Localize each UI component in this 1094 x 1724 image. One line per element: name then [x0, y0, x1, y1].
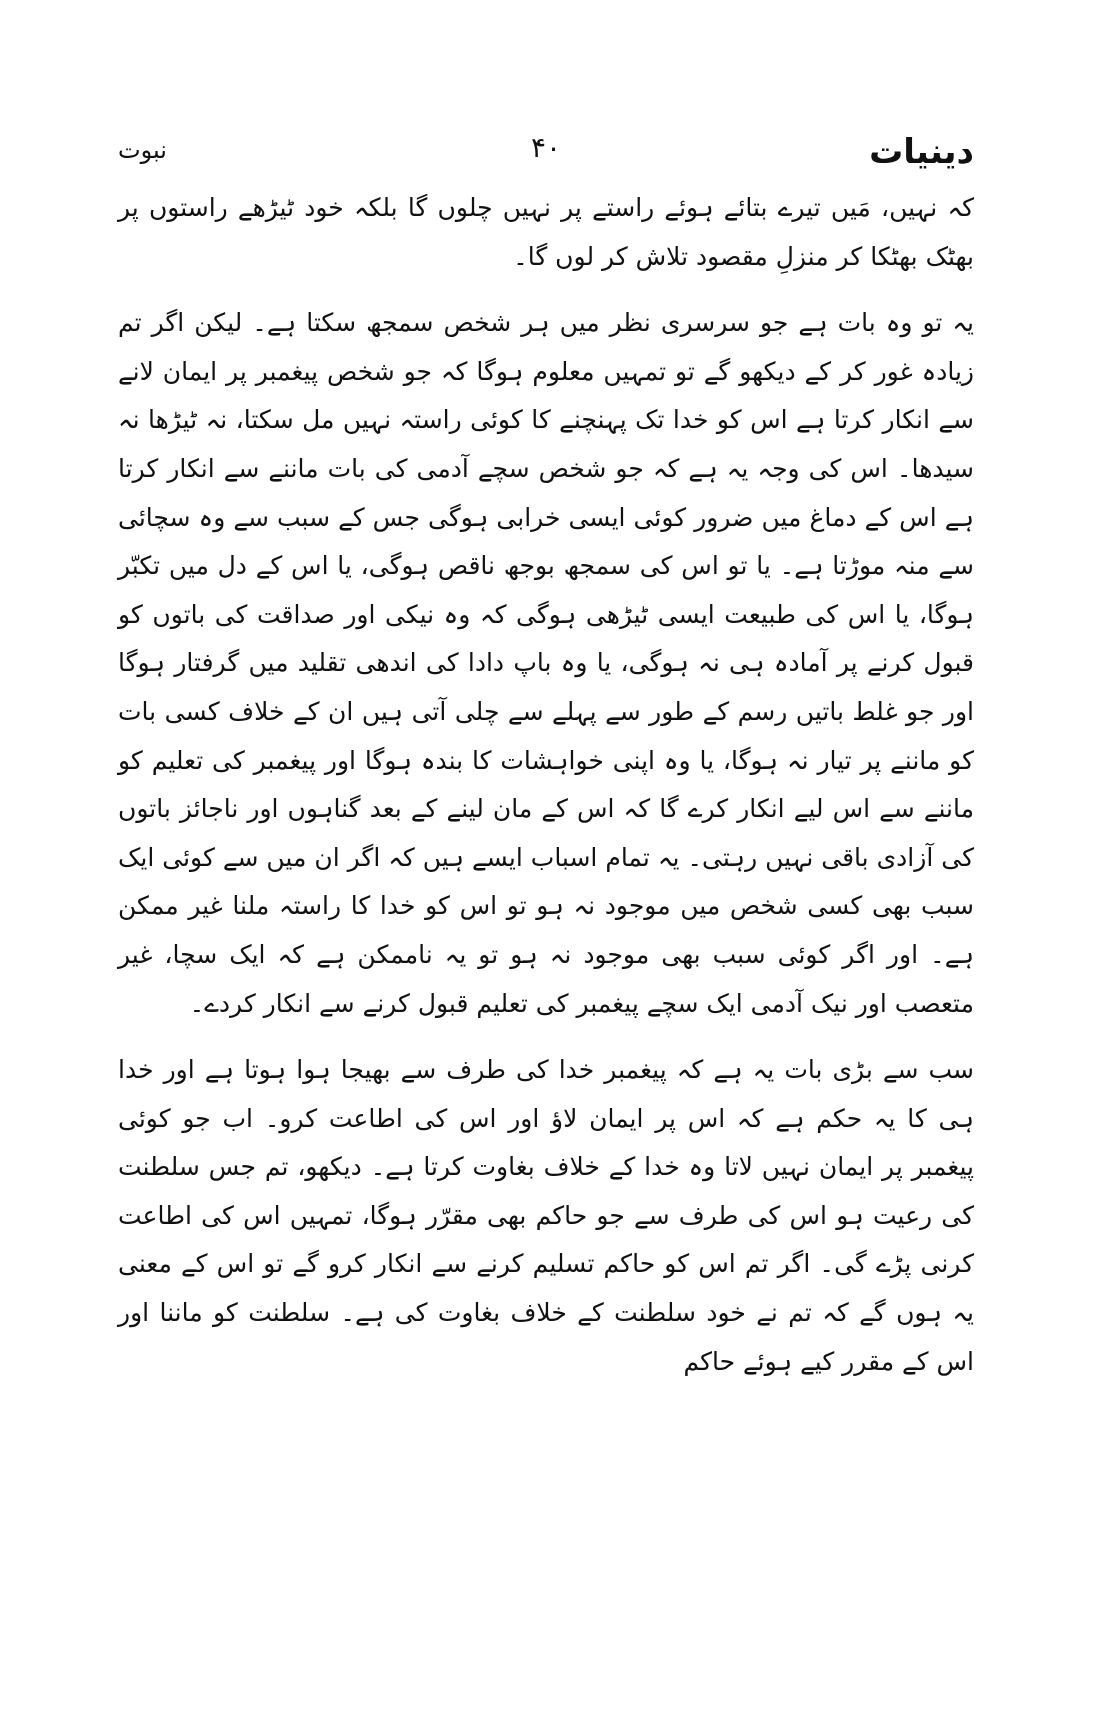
paragraph-1: کہ نہیں، مَیں تیرے بتائے ہوئے راستے پر نہیں چلوں گا بلکہ خود ٹیڑھے راستوں پر بھٹک بھٹکا کر منزلِ مقصود تلاش کر لوں گا۔	[118, 193, 974, 271]
paragraph-2: یہ تو وہ بات ہے جو سرسری نظر میں ہر شخص سمجھ سکتا ہے۔ لیکن اگر تم زیادہ غور کر کے دیکھو گے تو تمہیں معلوم ہوگا کہ جو شخص پیغمبر پر ایمان لانے سے انکار کرتا ہے اس کو خدا تک پہنچنے کا کوئی راستہ نہیں مل سکتا، نہ ٹیڑھا نہ سیدھا۔ اس کی وجہ یہ ہے کہ جو شخص سچے آدمی کی بات ماننے سے انکار کرتا ہے اس کے دماغ میں ضرور کوئی ایسی خرابی ہوگی جس کے سبب سے وہ سچائی سے منہ موڑتا ہے۔ یا تو اس کی سمجھ بوجھ ناقص ہوگی، یا اس کے دل میں تکبّر ہوگا، یا اس کی طبیعت ایسی ٹیڑھی ہوگی کہ وہ نیکی اور صداقت کی باتوں کو قبول کرنے پر آمادہ ہی نہ ہوگی، یا وہ باپ دادا کی اندھی تقلید میں گرفتار ہوگا اور جو غلط باتیں رسم کے طور سے پہلے سے چلی آتی ہیں ان کے خلاف کسی بات کو ماننے پر تیار نہ ہوگا، یا وہ اپنی خواہشات کا بندہ ہوگا اور پیغمبر کی تعلیم کو ماننے سے اس لیے انکار کرے گا کہ اس کے مان لینے کے بعد گناہوں اور ناجائز باتوں کی آزادی باقی نہیں رہتی۔ یہ تمام اسباب ایسے ہیں کہ اگر ان میں سے کوئی ایک سبب بھی کسی شخص میں موجود نہ ہو تو اس کو خدا کا راستہ ملنا غیر ممکن ہے۔ اور اگر کوئی سبب بھی موجود نہ ہو تو یہ ناممکن ہے کہ ایک سچا، غیر متعصب اور نیک آدمی ایک سچے پیغمبر کی تعلیم قبول کرنے سے انکار کردے۔	[118, 308, 974, 1018]
page-header	[118, 128, 974, 176]
page-number: ۴۰	[530, 131, 562, 164]
chapter-title: نبوت	[118, 136, 167, 164]
page-body	[118, 184, 974, 1386]
paragraph-3: سب سے بڑی بات یہ ہے کہ پیغمبر خدا کی طرف سے بھیجا ہوا ہوتا ہے اور خدا ہی کا یہ حکم ہے کہ اس پر ایمان لاؤ اور اس کی اطاعت کرو۔ اب جو کوئی پیغمبر پر ایمان نہیں لاتا وہ خدا کے خلاف بغاوت کرتا ہے۔ دیکھو، تم جس سلطنت کی رعیت ہو اس کی طرف سے جو حاکم بھی مقرّر ہوگا، تمہیں اس کی اطاعت کرنی پڑے گی۔ اگر تم اس کو حاکم تسلیم کرنے سے انکار کرو گے تو اس کے معنی یہ ہوں گے کہ تم نے خود سلطنت کے خلاف بغاوت کی ہے۔ سلطنت کو ماننا اور اس کے مقرر کیے ہوئے حاکم	[118, 1055, 974, 1376]
book-title: دینیات	[869, 132, 974, 172]
